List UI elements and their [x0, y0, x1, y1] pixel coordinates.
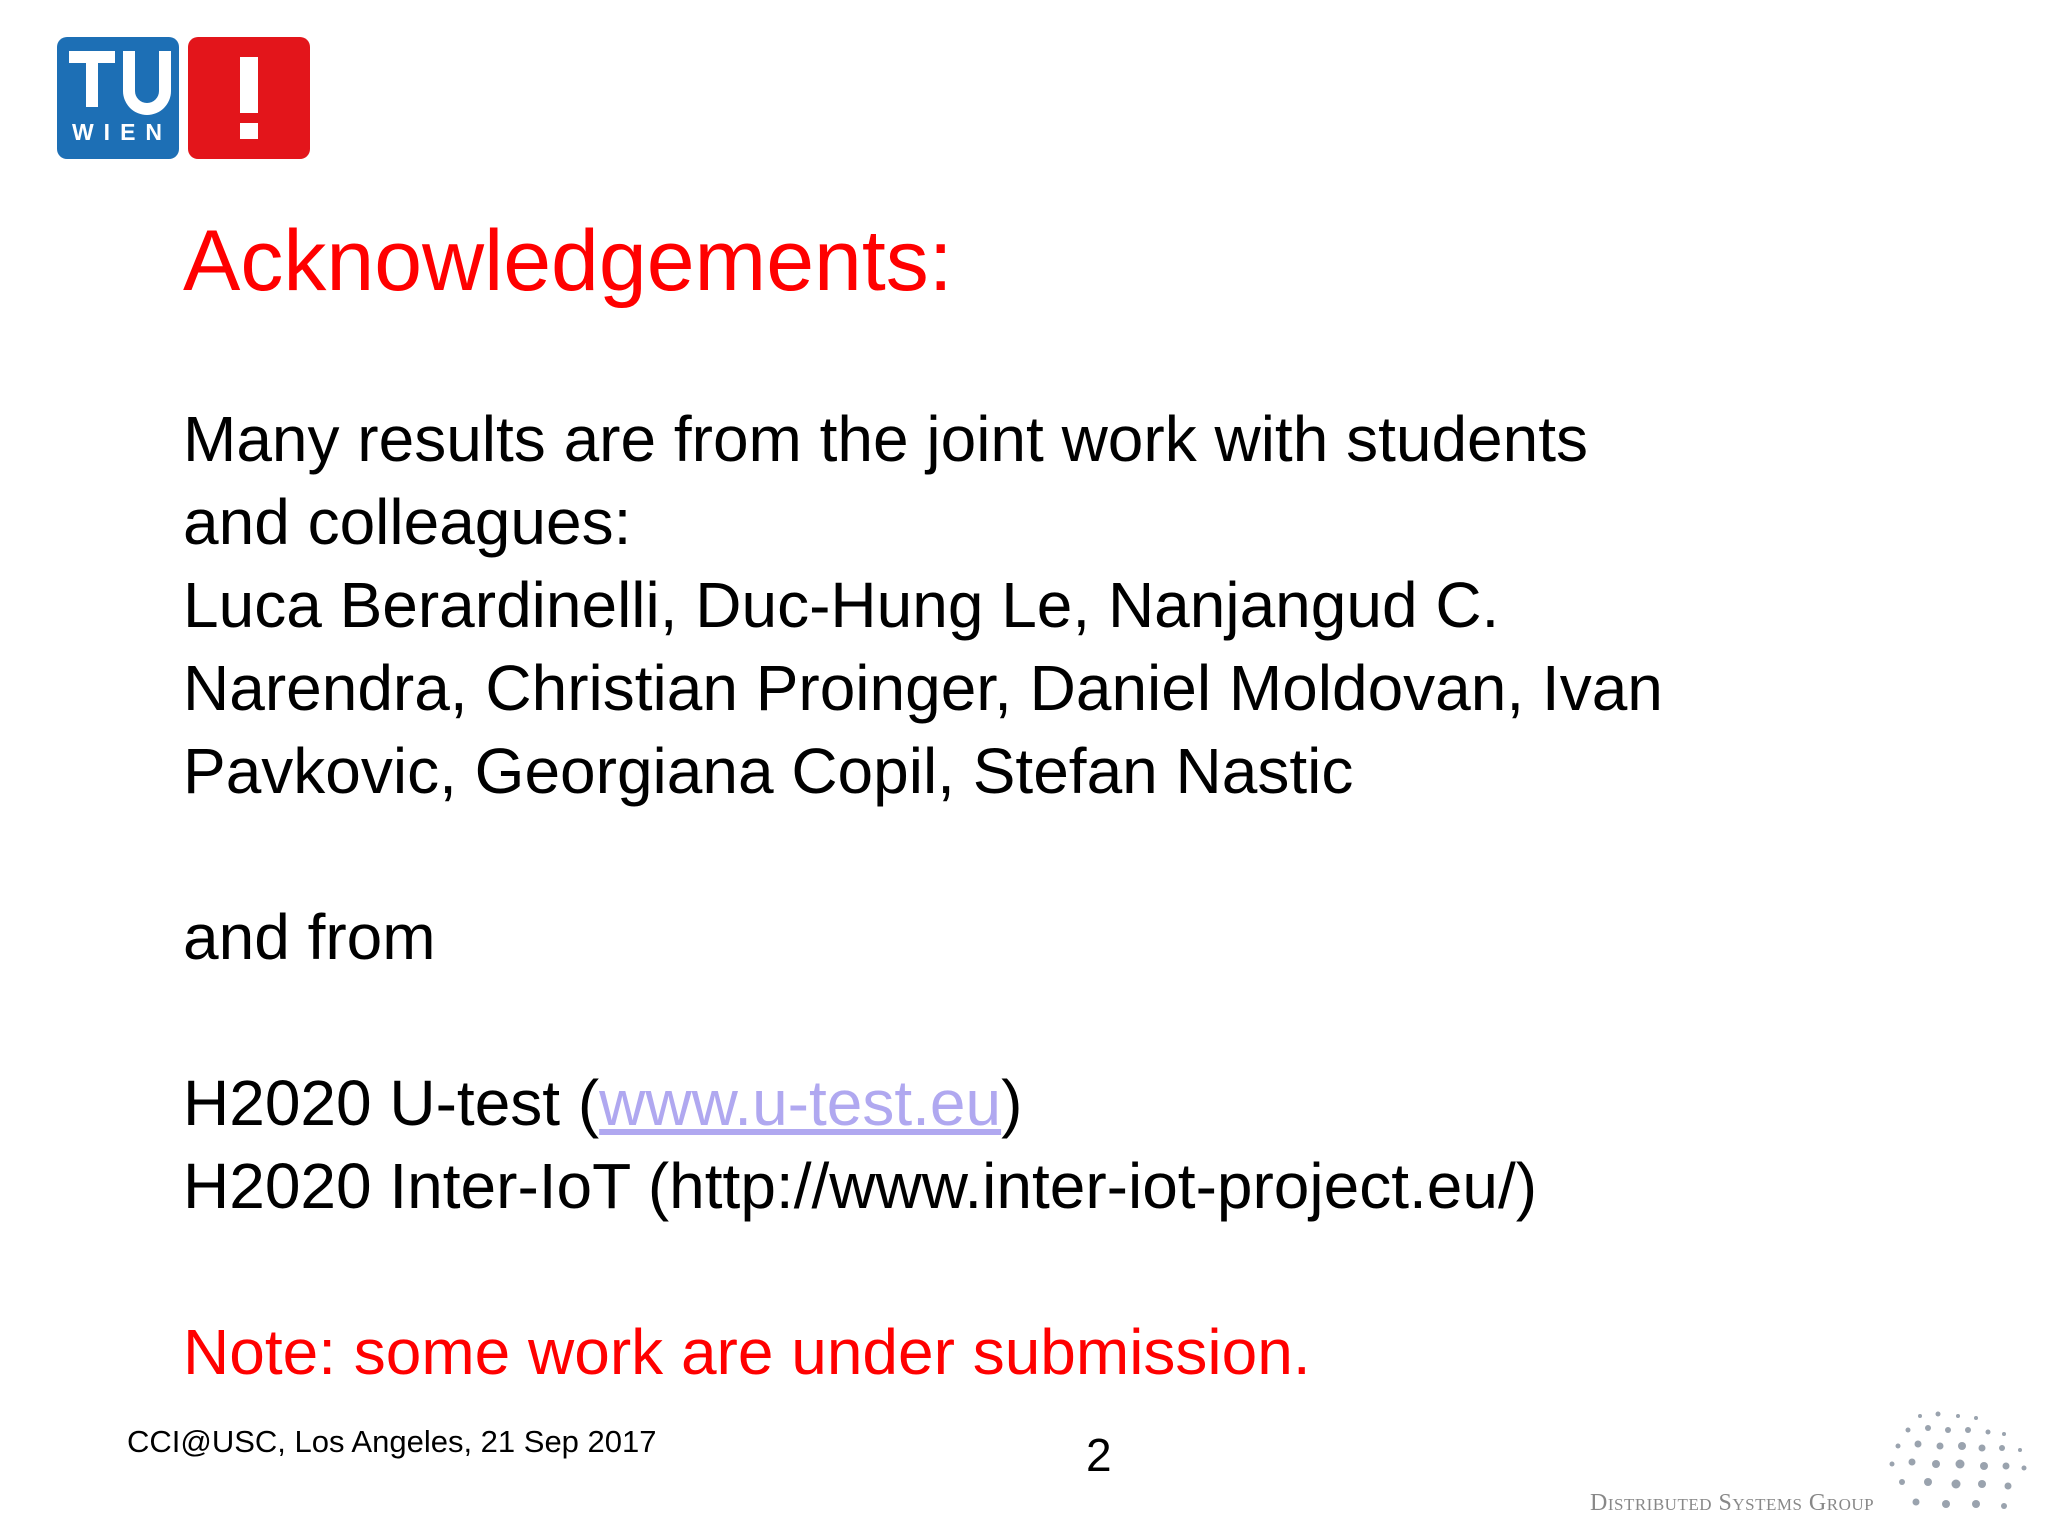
- page-number: 2: [1086, 1429, 1112, 1481]
- paragraph-line-5: Pavkovic, Georgiana Copil, Stefan Nastic: [183, 735, 1354, 807]
- submission-note: Note: some work are under submission.: [183, 1316, 1311, 1388]
- exclamation-icon: [188, 37, 310, 159]
- footer-event: CCI@USC, Los Angeles, 21 Sep 2017: [127, 1424, 657, 1459]
- tu-wien-logo: [57, 37, 310, 159]
- paragraph-line-2: and colleagues:: [183, 486, 632, 558]
- dsg-label: Distributed Systems Group: [1590, 1490, 1875, 1516]
- slide-body: [183, 398, 1883, 1394]
- paragraph-line-4: Narendra, Christian Proinger, Daniel Moldovan, Ivan: [183, 652, 1663, 724]
- utest-link[interactable]: www.u-test.eu: [599, 1067, 1002, 1139]
- logo-wien-text: WIEN: [71, 119, 173, 145]
- project-utest: [183, 1062, 1883, 1145]
- project-utest-prefix: H2020 U-test (: [183, 1067, 600, 1139]
- dsg-dots-icon: [1880, 1408, 2030, 1518]
- slide-title: Acknowledgements:: [183, 213, 953, 309]
- and-from-text: and from: [183, 901, 436, 973]
- project-utest-suffix: ): [1001, 1067, 1023, 1139]
- tu-logo-block: [57, 37, 179, 159]
- project-interiot: H2020 Inter-IoT (http://www.inter-iot-project.eu/): [183, 1150, 1538, 1222]
- paragraph-line-3: Luca Berardinelli, Duc-Hung Le, Nanjangud C.: [183, 569, 1500, 641]
- tu-letters-icon: [57, 37, 179, 121]
- paragraph-line-1: Many results are from the joint work with students: [183, 403, 1588, 475]
